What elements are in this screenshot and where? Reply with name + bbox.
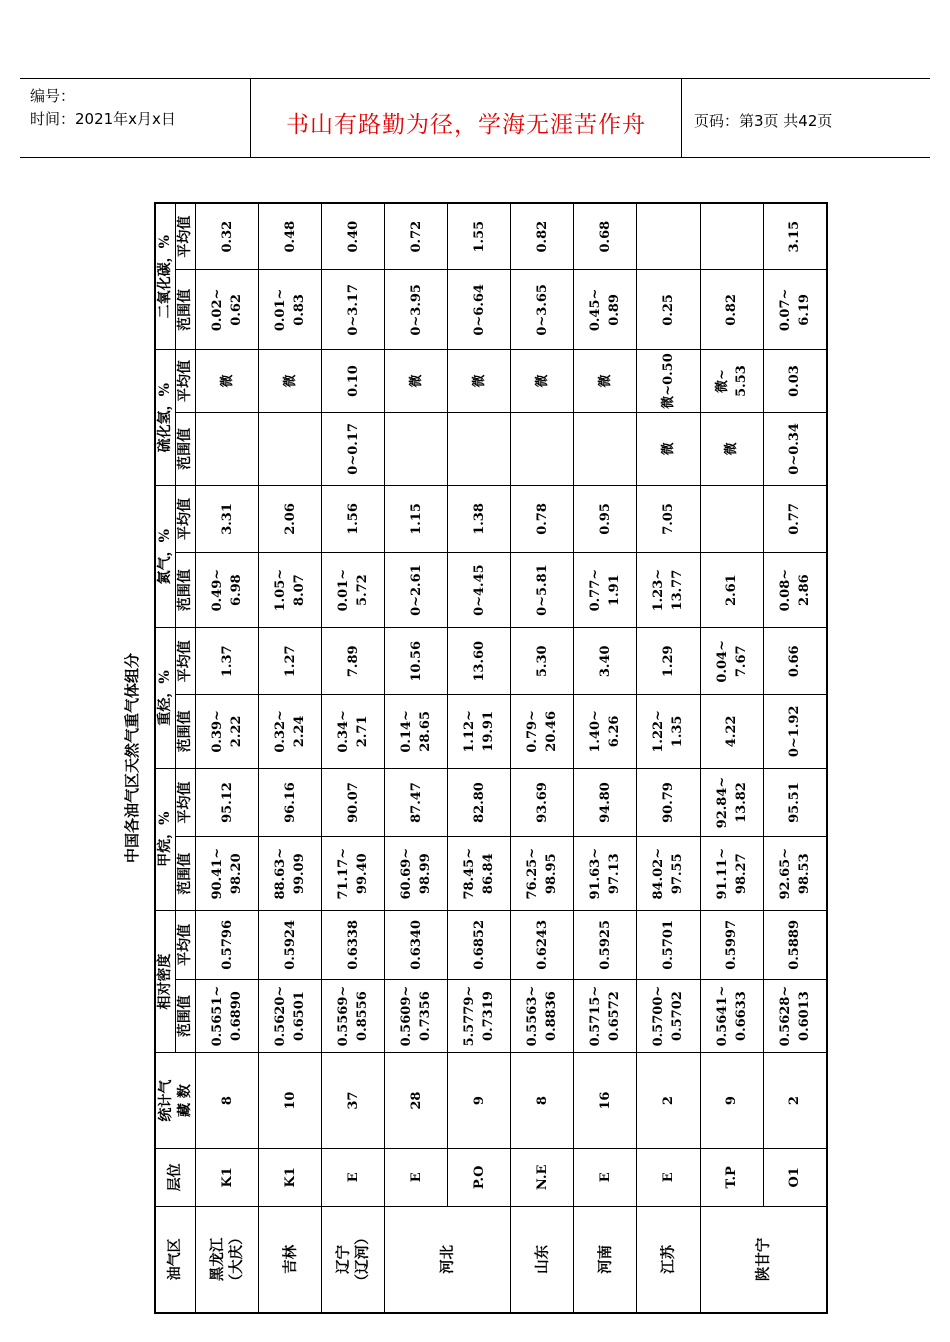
table-body — [196, 203, 828, 1313]
cell-co2-range: 0~3.17 — [322, 270, 385, 350]
cell-co2-avg: 0.82 — [511, 203, 574, 270]
cell-n2-range: 0~5.81 — [511, 552, 574, 628]
cell-h2s-range — [511, 412, 574, 485]
cell-methane-range: 71.17~ 99.40 — [322, 837, 385, 910]
table-title: 中国各油气区天然气重气体组分 — [123, 653, 141, 864]
cell-density-avg: 0.6338 — [322, 910, 385, 979]
cell-n2-range: 0.49~ 6.98 — [196, 552, 259, 628]
cell-heavy-range: 0~1.92 — [763, 695, 827, 768]
cell-methane-avg: 90.79 — [637, 768, 700, 837]
cell-heavy-avg: 5.30 — [511, 628, 574, 695]
th-h2s-avg: 平均值 — [176, 350, 196, 412]
cell-methane-avg: 90.07 — [322, 768, 385, 837]
cell-count: 2 — [763, 1053, 827, 1149]
table-row — [763, 203, 827, 1313]
cell-co2-range: 0.45~ 0.89 — [574, 270, 637, 350]
th-h2s: 硫化氢，% — [155, 350, 176, 486]
cell-n2-avg: 0.77 — [763, 486, 827, 553]
th-h2s-range: 范围值 — [176, 412, 196, 485]
cell-h2s-range — [196, 412, 259, 485]
th-n2-range: 范围值 — [176, 552, 196, 628]
cell-n2-avg: 0.78 — [511, 486, 574, 553]
cell-co2-avg — [700, 203, 763, 270]
cell-heavy-avg: 1.37 — [196, 628, 259, 695]
cell-methane-range: 78.45~ 86.84 — [448, 837, 511, 910]
cell-heavy-range: 1.22~ 1.35 — [637, 695, 700, 768]
cell-count: 8 — [196, 1053, 259, 1149]
cell-h2s-range: 0~0.34 — [763, 412, 827, 485]
cell-co2-range: 0~3.95 — [385, 270, 448, 350]
cell-layer: O1 — [763, 1148, 827, 1206]
cell-methane-range: 88.63~ 99.09 — [259, 837, 322, 910]
cell-h2s-avg: 微~0.50 — [637, 350, 700, 412]
th-heavy-hc: 重烃，% — [155, 628, 176, 768]
cell-density-avg: 0.5997 — [700, 910, 763, 979]
cell-heavy-avg: 10.56 — [385, 628, 448, 695]
cell-h2s-range — [259, 412, 322, 485]
cell-count: 9 — [448, 1053, 511, 1149]
cell-heavy-range: 0.39~ 2.22 — [196, 695, 259, 768]
cell-co2-range: 0.01~ 0.83 — [259, 270, 322, 350]
cell-h2s-range — [574, 412, 637, 485]
cell-density-range: 0.5609~ 0.7356 — [385, 979, 448, 1052]
cell-h2s-range: 微 — [637, 412, 700, 485]
gas-composition-table — [154, 202, 828, 1314]
cell-co2-avg — [637, 203, 700, 270]
cell-n2-range: 0.08~ 2.86 — [763, 552, 827, 628]
cell-methane-avg: 82.80 — [448, 768, 511, 837]
cell-methane-range: 91.11~ 98.27 — [700, 837, 763, 910]
cell-n2-range: 1.23~ 13.77 — [637, 552, 700, 628]
cell-n2-range: 0.01~ 5.72 — [322, 552, 385, 628]
cell-count: 10 — [259, 1053, 322, 1149]
cell-h2s-avg: 微~ 5.53 — [700, 350, 763, 412]
cell-methane-avg: 94.80 — [574, 768, 637, 837]
th-region: 油气区 — [155, 1206, 196, 1313]
cell-heavy-range: 0.14~ 28.65 — [385, 695, 448, 768]
th-methane-range: 范围值 — [176, 837, 196, 910]
cell-co2-range: 0~6.64 — [448, 270, 511, 350]
cell-co2-range: 0.82 — [700, 270, 763, 350]
cell-density-avg: 0.6852 — [448, 910, 511, 979]
cell-h2s-avg: 微 — [574, 350, 637, 412]
cell-n2-avg: 3.31 — [196, 486, 259, 553]
page-info: 页码：第3页 共42页 — [694, 112, 833, 130]
cell-count: 9 — [700, 1053, 763, 1149]
cell-methane-avg: 96.16 — [259, 768, 322, 837]
th-co2-avg: 平均值 — [176, 203, 196, 270]
cell-layer: K1 — [259, 1148, 322, 1206]
cell-h2s-range — [385, 412, 448, 485]
cell-h2s-avg: 微 — [448, 350, 511, 412]
cell-n2-avg: 0.95 — [574, 486, 637, 553]
cell-n2-range: 0~4.45 — [448, 552, 511, 628]
th-count: 统计气 藏 数 — [155, 1053, 196, 1149]
cell-heavy-range: 1.12~ 19.91 — [448, 695, 511, 768]
cell-density-range: 0.5651~ 0.6890 — [196, 979, 259, 1052]
cell-n2-avg — [700, 486, 763, 553]
cell-heavy-range: 0.32~ 2.24 — [259, 695, 322, 768]
cell-layer: E — [322, 1148, 385, 1206]
cell-count: 28 — [385, 1053, 448, 1149]
table-row — [448, 203, 511, 1313]
th-co2: 二氧化碳，% — [155, 203, 176, 350]
cell-heavy-avg: 3.40 — [574, 628, 637, 695]
table-row — [700, 203, 763, 1313]
th-n2-avg: 平均值 — [176, 486, 196, 553]
cell-h2s-avg: 微 — [196, 350, 259, 412]
cell-density-avg: 0.5796 — [196, 910, 259, 979]
cell-region: 陕甘宁 — [700, 1206, 827, 1313]
cell-heavy-avg: 0.66 — [763, 628, 827, 695]
table-row — [574, 203, 637, 1313]
cell-methane-avg: 87.47 — [385, 768, 448, 837]
time-label: 时间：2021年x月x日 — [30, 110, 176, 128]
cell-layer: E — [637, 1148, 700, 1206]
cell-density-range: 0.5628~ 0.6013 — [763, 979, 827, 1052]
table-row — [637, 203, 700, 1313]
cell-methane-range: 60.69~ 98.99 — [385, 837, 448, 910]
cell-density-avg: 0.6243 — [511, 910, 574, 979]
cell-co2-range: 0~3.65 — [511, 270, 574, 350]
cell-methane-range: 76.25~ 98.95 — [511, 837, 574, 910]
cell-heavy-avg: 1.27 — [259, 628, 322, 695]
table-row — [322, 203, 385, 1313]
cell-n2-range: 0.77~ 1.91 — [574, 552, 637, 628]
cell-co2-avg: 0.68 — [574, 203, 637, 270]
cell-heavy-avg: 7.89 — [322, 628, 385, 695]
cell-count: 2 — [637, 1053, 700, 1149]
cell-region: 辽宁 （辽河） — [322, 1206, 385, 1313]
table-row — [259, 203, 322, 1313]
header-meta-cell — [20, 79, 251, 157]
cell-n2-range: 0~2.61 — [385, 552, 448, 628]
cell-heavy-avg: 1.29 — [637, 628, 700, 695]
serial-label: 编号： — [30, 87, 76, 105]
cell-methane-avg: 95.51 — [763, 768, 827, 837]
th-layer: 层位 — [155, 1148, 196, 1206]
cell-heavy-range: 0.79~ 20.46 — [511, 695, 574, 768]
cell-layer: E — [574, 1148, 637, 1206]
cell-co2-avg: 0.48 — [259, 203, 322, 270]
cell-heavy-range: 4.22 — [700, 695, 763, 768]
cell-h2s-range: 微 — [700, 412, 763, 485]
cell-layer: T.P — [700, 1148, 763, 1206]
cell-methane-range: 84.02~ 97.55 — [637, 837, 700, 910]
cell-density-avg: 0.6340 — [385, 910, 448, 979]
cell-layer: N.E — [511, 1148, 574, 1206]
cell-heavy-avg: 0.04~ 7.67 — [700, 628, 763, 695]
cell-heavy-range: 0.34~ 2.71 — [322, 695, 385, 768]
cell-count: 8 — [511, 1053, 574, 1149]
cell-density-avg: 0.5889 — [763, 910, 827, 979]
th-heavy-avg: 平均值 — [176, 628, 196, 695]
cell-co2-range: 0.25 — [637, 270, 700, 350]
header-motto-cell — [251, 79, 682, 157]
th-nitrogen: 氮气，% — [155, 486, 176, 628]
th-density-avg: 平均值 — [176, 910, 196, 979]
cell-methane-avg: 93.69 — [511, 768, 574, 837]
header-page-cell — [682, 79, 930, 157]
cell-h2s-avg: 0.03 — [763, 350, 827, 412]
motto: 书山有路勤为径，学海无涯苦作舟 — [286, 112, 646, 138]
cell-n2-avg: 1.15 — [385, 486, 448, 553]
cell-region: 河北 — [385, 1206, 511, 1313]
header-row-1 — [155, 203, 176, 1313]
cell-h2s-avg: 微 — [259, 350, 322, 412]
cell-h2s-avg: 0.10 — [322, 350, 385, 412]
cell-count: 37 — [322, 1053, 385, 1149]
cell-methane-range: 92.65~ 98.53 — [763, 837, 827, 910]
cell-h2s-avg: 微 — [385, 350, 448, 412]
cell-co2-avg: 3.15 — [763, 203, 827, 270]
cell-co2-range: 0.07~ 6.19 — [763, 270, 827, 350]
cell-region: 江苏 — [637, 1206, 700, 1313]
cell-density-range: 0.5641~ 0.6633 — [700, 979, 763, 1052]
th-heavy-range: 范围值 — [176, 695, 196, 768]
cell-density-range: 0.5715~ 0.6572 — [574, 979, 637, 1052]
table-row — [385, 203, 448, 1313]
cell-region: 黑龙江 （大庆） — [196, 1206, 259, 1313]
cell-region: 河南 — [574, 1206, 637, 1313]
table-row — [196, 203, 259, 1313]
cell-count: 16 — [574, 1053, 637, 1149]
th-density: 相对密度 — [155, 910, 176, 1052]
cell-density-range: 0.5563~ 0.8836 — [511, 979, 574, 1052]
cell-layer: P.O — [448, 1148, 511, 1206]
cell-n2-avg: 1.38 — [448, 486, 511, 553]
cell-region: 吉林 — [259, 1206, 322, 1313]
cell-n2-range: 1.05~ 8.07 — [259, 552, 322, 628]
cell-h2s-range: 0~0.17 — [322, 412, 385, 485]
rotated-table — [118, 196, 834, 1320]
cell-heavy-range: 1.40~ 6.26 — [574, 695, 637, 768]
cell-co2-avg: 0.72 — [385, 203, 448, 270]
cell-heavy-avg: 13.60 — [448, 628, 511, 695]
cell-methane-avg: 92.84~ 13.82 — [700, 768, 763, 837]
cell-h2s-range — [448, 412, 511, 485]
cell-n2-range: 2.61 — [700, 552, 763, 628]
cell-density-avg: 0.5701 — [637, 910, 700, 979]
cell-n2-avg: 1.56 — [322, 486, 385, 553]
th-methane-avg: 平均值 — [176, 768, 196, 837]
cell-co2-avg: 0.40 — [322, 203, 385, 270]
cell-co2-avg: 0.32 — [196, 203, 259, 270]
table-row — [511, 203, 574, 1313]
cell-density-avg: 0.5924 — [259, 910, 322, 979]
document-header — [20, 78, 930, 158]
cell-layer: E — [385, 1148, 448, 1206]
cell-n2-avg: 7.05 — [637, 486, 700, 553]
cell-density-avg: 0.5925 — [574, 910, 637, 979]
cell-methane-range: 91.63~ 97.13 — [574, 837, 637, 910]
cell-layer: K1 — [196, 1148, 259, 1206]
cell-co2-avg: 1.55 — [448, 203, 511, 270]
cell-methane-avg: 95.12 — [196, 768, 259, 837]
th-density-range: 范围值 — [176, 979, 196, 1052]
cell-methane-range: 90.41~ 98.20 — [196, 837, 259, 910]
cell-density-range: 0.5620~ 0.6501 — [259, 979, 322, 1052]
th-methane: 甲烷，% — [155, 768, 176, 910]
cell-co2-range: 0.02~ 0.62 — [196, 270, 259, 350]
scanned-table-area — [118, 196, 834, 1320]
th-co2-range: 范围值 — [176, 270, 196, 350]
cell-density-range: 0.5569~ 0.8556 — [322, 979, 385, 1052]
cell-density-range: 5.5779~ 0.7319 — [448, 979, 511, 1052]
cell-h2s-avg: 微 — [511, 350, 574, 412]
cell-density-range: 0.5700~ 0.5702 — [637, 979, 700, 1052]
cell-region: 山东 — [511, 1206, 574, 1313]
cell-n2-avg: 2.06 — [259, 486, 322, 553]
